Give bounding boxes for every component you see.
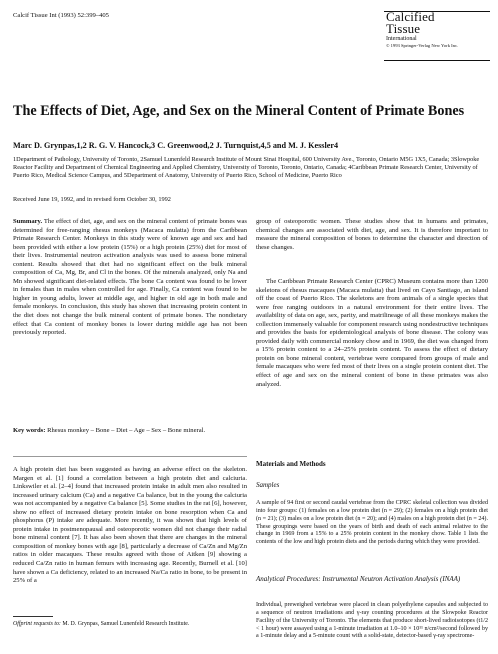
analytical-heading: Analytical Procedures: Instrumental Neutron Activation Analysis (INAA) <box>256 575 461 583</box>
keywords-text: Rhesus monkey – Bone – Diet – Age – Sex – Bone mineral. <box>47 427 206 434</box>
abstract-divider <box>13 456 247 457</box>
masthead-bottom-rule <box>384 60 490 61</box>
offprint-footnote <box>13 621 247 629</box>
masthead-title-line-2: Tissue <box>386 21 421 36</box>
journal-citation: Calcif Tissue Int (1993) 52:399–405 <box>13 12 109 19</box>
methods-heading: Materials and Methods <box>256 460 326 468</box>
intro-continued-paragraph: group of osteoporotic women. These studies show that in humans and primates, chemical changes are associated with diet, age, and sex. It is therefore important to measure the mineral composition of bones to determine the character and direction of these changes. <box>256 218 488 251</box>
article-title: The Effects of Diet, Age, and Sex on the Mineral Content of Primate Bones <box>13 103 465 119</box>
footnote-rule <box>13 616 53 617</box>
abstract <box>13 218 247 338</box>
footnote-text: M. D. Grynpas, Samuel Lunenfeld Research Institute. <box>62 621 190 627</box>
samples-heading: Samples <box>256 481 280 489</box>
masthead-copyright: © 1993 Springer-Verlag New York Inc. <box>386 43 459 48</box>
analytical-text: Individual, preweighed vertebrae were placed in clean polyethylene capsules and subjected to a sequence of neutron irradiations and γ-ray counting procedures at the Slowpoke Reactor Facility of the University of Toronto. The elements that produce short-lived radioisotopes (t1/2 < 1 hour) were assayed using a 1-minute irradiation at 1.0–10 × 10¹¹ n/cm²/second followed by a 1-minute delay and a 5-minute count with a solid-state, detector-based γ-ray spectrome- <box>256 602 488 640</box>
author-list: Marc D. Grynpas,1,2 R. G. V. Hancock,3 C. Greenwood,2 J. Turnquist,4,5 and M. J. Kessler4 <box>13 141 339 150</box>
author-affiliations: 1Department of Pathology, University of Toronto, 2Samuel Lunenfeld Research Institute of Mount Sinai Hospital, 600 University Ave., Toronto, Ontario M5G 1X5, Canada; 3Slowpoke Reactor Facility and Department of Chemical Engineering and Applied Chemistry, University of Toronto, Toronto, Ontario, Canada; 4Caribbean Primate Research Center, University of Puerto Rico, Medical Science Campus, and 5Department of Anatomy, University of Puerto Rico, School of Medicine, Puerto Rico <box>13 156 480 180</box>
keywords-label: Key words: <box>13 427 46 434</box>
masthead-title-line-1: Calcified <box>386 9 435 24</box>
cprc-paragraph: The Caribbean Primate Research Center (CPRC) Museum contains more than 1200 skeletons of rhesus macaques (Macaca mulatta) that lived on Cayo Santiago, an island off the coast of Puerto Rico. The skeletons are from animals of a single species that were free ranging outdoors in a natural environment for their entire lives. The availability of data on age, sex, parity, and matrilineage of all these monkeys makes the collection immensely valuable for component research using nondestructive techniques and provides the basis for epidemiological analysis of bone disease. The colony was provided daily with commercial monkey chow and in 1969, the diet was changed from a 15% protein content to a 24–25% protein content. To assess the effect of dietary protein on bone mineral content, vertebrae were compared from groups of male and female macaques who were fed most of their lives on a single protein content diet. The effect of age and sex on the mineral content of bone in these primates was also analyzed. <box>256 278 488 388</box>
introduction-text: A high protein diet has been suggested as having an adverse effect on the skeleton. Margen et al. [1] found a correlation between a high protein diet and calciuria. Linkswiler et al. [2–4] found that increased protein intake in adult men also resulted in increased urinary calcium (Ca) and a negative Ca balance, but in the young the calciuria was not accompanied by a negative Ca balance [5]. Some studies in the rat [6], however, show no effect of increased dietary protein intake on bone resorption when Ca and phosphorus (P) intake are adequate. More recently, it was shown that high levels of protein intake in postmenopausal and osteoporotic women did not change their radial bone mineral content [7]. It has also been shown that there are changes in the mineral composition of monkey bones with age [8], particularly a decrease of Ca/Zn and Mg/Zn ratios in older macaques. These results agreed with those of Aitken [9] showing a reduced Ca/Zn ratio in human femurs with increasing age. Recently, Burnell et al. [10] have shown a Ca deficiency, related to an increased Na/Ca ratio in bone, to be present in 25% of a <box>13 466 247 585</box>
masthead-subtitle: International <box>386 36 417 42</box>
keywords <box>13 427 247 436</box>
received-date: Received June 19, 1992, and in revised form October 30, 1992 <box>13 196 171 203</box>
footnote-label: Offprint requests to: <box>13 621 61 627</box>
samples-text: A sample of 94 first or second caudal vertebrae from the CPRC skeletal collection was divided into four groups: (1) females on a low protein diet (n = 29); (2) females on a high protein diet (n = 21); (3) males on a low protein diet (n = 20); and (4) males on a high protein diet (n = 24). These groupings were based on the years of birth and death of each animal relative to the change in 1969 from a 15% to a 25% protein content in the monkey chow. Table 1 lists the contents of the low and high protein diets and the periods during which they were provided. <box>256 500 488 546</box>
abstract-label: Summary. <box>13 218 43 225</box>
abstract-text: The effect of diet, age, and sex on the mineral content of primate bones was determined for free-ranging rhesus monkeys (Macaca mulatta) from the Caribbean Primate Research Center. Monkeys in this study were of known age and sex and had been provided with either a low protein (15%) or a high protein (25%) diet for most of their lives. Instrumental neutron activation analysis was used to assess bone mineral content. Results showed that diet had no significant effect on the bulk mineral composition of Ca, Mg, Br, and Cl in the bones. Of the minerals analyzed, only Na and Mn showed significant diet-related effects. The bone Ca content was found to be lower in females than in males when controlled for age. Finally, Ca content was found to be higher in young adults, lower at middle age, and higher in old age in both male and female monkeys. In conclusion, this study has shown that increasing protein content in the diet does not change the bulk mineral content of primate bones. The nondietary effect that Ca content of monkey bones is lower during middle age has not been previously reported. <box>13 218 247 337</box>
journal-masthead <box>386 11 490 48</box>
